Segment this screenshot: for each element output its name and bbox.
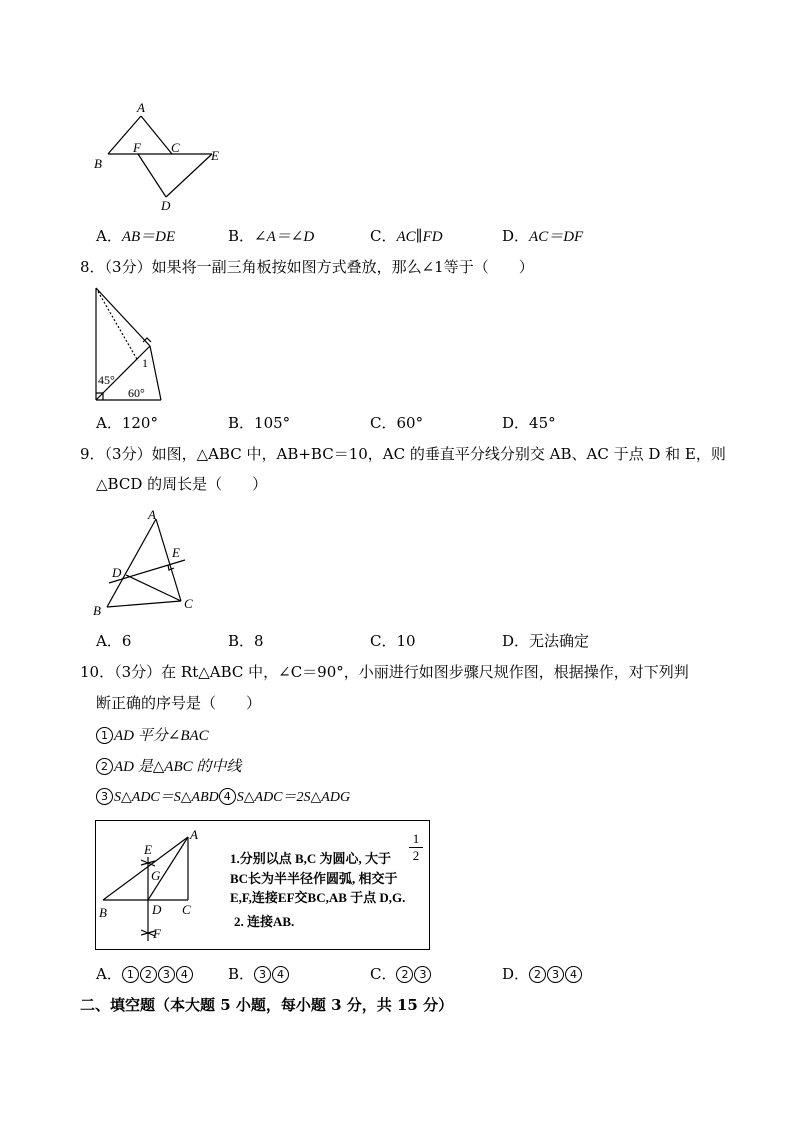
q10-construction-box xyxy=(95,820,430,950)
q10-label-d: D xyxy=(152,902,162,917)
q9-segment-ab xyxy=(107,519,156,607)
q9-option-a[interactable]: A．6 xyxy=(96,632,132,650)
q8-option-a[interactable]: A．120° xyxy=(96,414,158,432)
q10-label-c: C xyxy=(182,902,191,917)
circled-number-4: 4 xyxy=(219,788,236,805)
q10-stem-line1: 10．（3分）在 Rt△ABC 中，∠C＝90°，小丽进行如图步骤尺规作图，根据操作，对下列判 xyxy=(80,663,689,681)
q8-dashed-line xyxy=(96,288,138,361)
q10-label-a: A xyxy=(190,827,198,842)
q10-label-f: F xyxy=(153,926,161,941)
circled-number-2: 2 xyxy=(96,758,113,775)
section-2-title: 二、填空题（本大题 5 小题，每小题 3 分，共 15 分） xyxy=(80,996,454,1014)
q10-label-b: B xyxy=(99,905,107,920)
q9-segment-bc xyxy=(107,601,181,607)
q8-triangle-hypotenuse-45 xyxy=(96,288,150,346)
q8-right-angle-mark-top xyxy=(143,338,151,342)
q9-label-e: E xyxy=(172,545,180,560)
q9-figure xyxy=(88,505,208,620)
circled-number-3: 3 xyxy=(96,788,113,805)
q8-option-c[interactable]: C．60° xyxy=(370,414,424,432)
q10-option-a[interactable]: A． 1 2 3 4 xyxy=(96,964,194,984)
q9-stem-line2: △BCD 的周长是（ ） xyxy=(96,475,268,493)
q8-figure xyxy=(88,284,168,404)
q9-stem-line1: 9．（3分）如图，△ABC 中，AB+BC＝10，AC 的垂直平分线分别交 AB、AC 于点 D 和 E，则 xyxy=(80,445,726,463)
q9-label-c: C xyxy=(184,596,193,611)
q10-box-step1-line2: BC长为半半径作圆弧, 相交于 xyxy=(230,871,398,886)
q7-option-c[interactable]: C．AC∥FD xyxy=(370,227,443,245)
q8-label-60: 60° xyxy=(128,386,145,400)
q8-label-45: 45° xyxy=(98,373,115,387)
q10-statement-2: 2 AD 是△ABC 的中线 xyxy=(96,756,241,777)
q10-label-e: E xyxy=(144,842,152,857)
q10-box-fraction: 1 2 xyxy=(409,831,423,864)
circled-number-1: 1 xyxy=(96,727,113,744)
q7-segment-ac xyxy=(141,116,172,154)
q8-stem: 8．（3分）如果将一副三角板按如图方式叠放，那么∠1等于（ ） xyxy=(80,258,534,276)
q9-option-b[interactable]: B．8 xyxy=(228,632,264,650)
q9-segment-dc xyxy=(126,575,181,601)
q9-label-d: D xyxy=(112,565,122,580)
q7-label-f: F xyxy=(133,140,141,155)
q9-option-d[interactable]: D．无法确定 xyxy=(502,632,590,650)
q10-option-c[interactable]: C． 2 3 xyxy=(370,964,432,984)
q10-figure xyxy=(96,821,226,949)
q9-option-c[interactable]: C．10 xyxy=(370,632,416,650)
q7-segment-de xyxy=(166,154,212,197)
q10-statement-3-4: 3 S△ADC＝S△ABD 4 S△ADC＝2S△ADG xyxy=(96,787,350,808)
q7-label-b: B xyxy=(94,156,102,171)
q7-segment-fd xyxy=(138,154,166,197)
q7-option-b[interactable]: B．∠A＝∠D xyxy=(228,227,315,245)
q8-triangle-edge-60 xyxy=(150,346,161,400)
q7-label-d: D xyxy=(161,198,171,213)
q10-box-step1-line3: E,F,连接EF交BC,AB 于点 D,G. xyxy=(230,890,406,905)
q10-statement-1: 1 AD 平分∠BAC xyxy=(96,725,209,746)
q8-label-1: 1 xyxy=(142,356,148,370)
q7-option-d[interactable]: D．AC＝DF xyxy=(502,227,584,245)
q8-option-b[interactable]: B．105° xyxy=(228,414,291,432)
q9-label-b: B xyxy=(93,603,101,618)
q10-option-d[interactable]: D． 2 3 4 xyxy=(502,964,583,984)
q7-label-a: A xyxy=(137,100,145,115)
q9-segment-ac xyxy=(156,519,181,601)
q10-stem-line2: 断正确的序号是（ ） xyxy=(96,694,262,712)
q8-option-d[interactable]: D．45° xyxy=(502,414,556,432)
q10-option-b[interactable]: B． 3 4 xyxy=(228,964,290,984)
q7-option-a[interactable]: A．AB＝DE xyxy=(96,227,176,245)
q10-box-step2: 2. 连接AB. xyxy=(234,914,295,929)
q10-label-g: G xyxy=(151,868,161,883)
q9-label-a: A xyxy=(148,507,156,522)
q7-figure xyxy=(88,98,238,216)
q7-label-c: C xyxy=(171,140,180,155)
q10-box-step1-line1: 1.分别以点 B,C 为圆心, 大于 xyxy=(230,851,392,866)
q7-label-e: E xyxy=(211,148,219,163)
